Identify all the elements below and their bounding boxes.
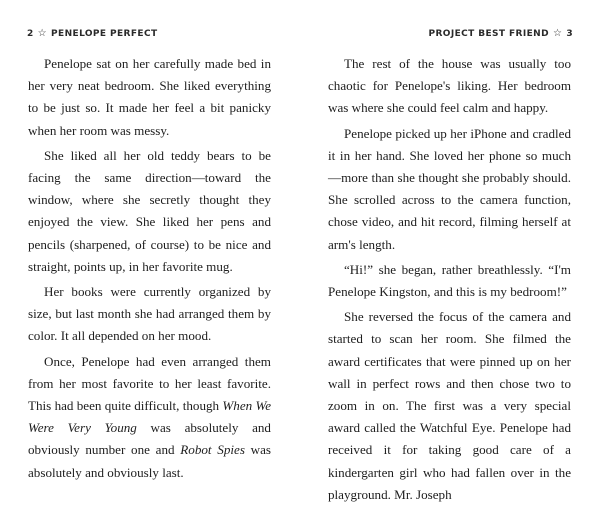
right-running-header (428, 28, 573, 39)
right-page-number: 3 (566, 28, 573, 39)
paragraph: Penelope sat on her carefully made bed in her very neat bedroom. She liked everything to be just so. It made her feel a bit panicky when her room was messy. (28, 56, 271, 138)
star-icon: ☆ (552, 28, 563, 39)
book-title: PENELOPE PERFECT (51, 28, 158, 39)
paragraph: She reversed the focus of the camera and started to scan her room. She filmed the award certificates that were pinned up on her wall in perfect rows and then chose two to zoom in on. The first was a very special award called the Watchful Eye. Penelope had received it for taking good care of a kindergarten girl who had fallen over in the playground. Mr. Joseph (328, 309, 571, 502)
paragraph: She liked all her old teddy bears to be facing the same direction—toward the window, where she secretly thought they enjoyed the view. She liked her pens and pencils (sharpened, of course) to be nice and straight, points up, in her favorite mug. (28, 147, 271, 274)
book-title-italic: Robot Spies (180, 442, 245, 458)
chapter-title: PROJECT BEST FRIEND (428, 28, 549, 39)
left-page-body (28, 53, 271, 487)
paragraph: Her books were currently organized by size, but last month she had arranged them by color. It all depended on her mood. (28, 284, 271, 344)
book-title-italic: When We Were Very Young (28, 398, 272, 436)
star-icon: ☆ (37, 28, 48, 39)
paragraph: “Hi!” she began, rather breathlessly. “I'm Penelope Kingston, and this is my bedroom!” (328, 261, 571, 300)
paragraph: Once, Penelope had even arranged them from her most favorite to her least favorite. This had been quite difficult, though When We Were Very Young was absolutely and obviously number one and Robot Spies was absolutely and obviously last. (28, 353, 272, 480)
left-running-header (27, 28, 158, 39)
right-page (300, 0, 600, 502)
left-page (0, 0, 300, 480)
right-page-body (328, 53, 571, 509)
paragraph: Penelope picked up her iPhone and cradled it in her hand. She loved her phone so much—more than she thought she probably should. She scrolled across to the camera function, chose video, and hit record, filming herself at arm's length. (328, 125, 571, 252)
paragraph: The rest of the house was usually too chaotic for Penelope's liking. Her bedroom was where she could feel calm and happy. (328, 56, 571, 116)
left-page-number: 2 (27, 28, 34, 39)
